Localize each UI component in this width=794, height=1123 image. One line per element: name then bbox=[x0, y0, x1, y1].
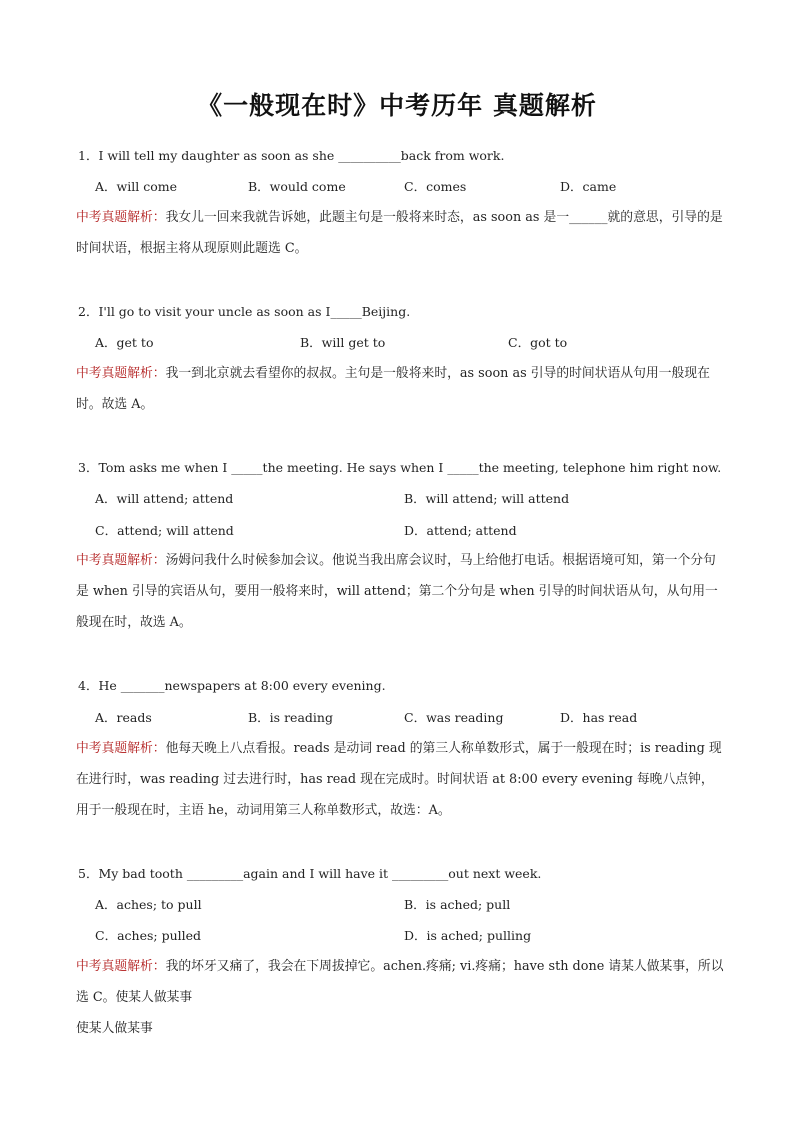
question-1-option-b: B．would come bbox=[248, 179, 346, 194]
question-5-option-b: B．is ached; pull bbox=[404, 897, 511, 912]
question-2-stem: 2．I'll go to visit your uncle as soon as I_____Beijing. bbox=[78, 304, 411, 319]
question-5-option-d: D．is ached; pulling bbox=[404, 928, 532, 943]
analysis-label: 中考真题解析： bbox=[76, 210, 166, 225]
question-3-analysis bbox=[76, 545, 726, 638]
analysis-text: 汤姆问我什么时候参加会议。他说当我出席会议时，马上给他打电话。根据语境可知，第一个分句是 when 引导的宾语从句，要用一般将来时，will attend；第二个分句是 when 引导的时间状语从句，从句用一般现在时，故选 A。 bbox=[76, 553, 718, 630]
question-4-option-c: C．was reading bbox=[404, 710, 504, 725]
question-2-option-c: C．got to bbox=[508, 335, 568, 350]
question-3-option-a: A．will attend; attend bbox=[95, 491, 234, 506]
question-1-stem: 1．I will tell my daughter as soon as she __________back from work. bbox=[78, 148, 505, 163]
question-3-stem: 3．Tom asks me when I _____the meeting. He says when I _____the meeting, telephone him right now. bbox=[78, 460, 722, 475]
trailing-note: 使某人做某事 bbox=[76, 1021, 153, 1036]
question-5-stem: 5．My bad tooth _________again and I will have it _________out next week. bbox=[78, 866, 542, 881]
question-3-option-b: B．will attend; will attend bbox=[404, 491, 570, 506]
analysis-text: 我一到北京就去看望你的叔叔。主句是一般将来时，as soon as 引导的时间状语从句用一般现在时。故选 A。 bbox=[76, 366, 710, 412]
analysis-text: 我女儿一回来我就告诉她，此题主句是一般将来时态，as soon as 是一______就的意思，引导的是时间状语，根据主将从现原则此题选 C。 bbox=[76, 210, 723, 256]
question-4-stem: 4．He _______newspapers at 8:00 every evening. bbox=[78, 678, 386, 693]
question-1-option-c: C．comes bbox=[404, 179, 467, 194]
question-3-option-d: D．attend; attend bbox=[404, 523, 517, 538]
question-3-option-c: C．attend; will attend bbox=[95, 523, 234, 538]
page-title: 《一般现在时》中考历年 真题解析 bbox=[197, 91, 597, 120]
analysis-label: 中考真题解析： bbox=[76, 959, 166, 974]
question-2-analysis bbox=[76, 358, 726, 420]
question-5-analysis bbox=[76, 951, 726, 1013]
question-1-analysis bbox=[76, 202, 726, 264]
question-2-option-b: B．will get to bbox=[300, 335, 386, 350]
question-4-option-a: A．reads bbox=[95, 710, 152, 725]
question-4-option-b: B．is reading bbox=[248, 710, 333, 725]
analysis-label: 中考真题解析： bbox=[76, 741, 166, 756]
question-2-option-a: A．get to bbox=[95, 335, 154, 350]
analysis-label: 中考真题解析： bbox=[76, 553, 166, 568]
question-4-analysis bbox=[76, 733, 726, 826]
question-1-option-d: D．came bbox=[560, 179, 617, 194]
analysis-label: 中考真题解析： bbox=[76, 366, 166, 381]
question-1-option-a: A．will come bbox=[95, 179, 177, 194]
analysis-text: 我的坏牙又痛了，我会在下周拔掉它。achen.疼痛; vi.疼痛；have sth done 请某人做某事，所以选 C。使某人做某事 bbox=[76, 959, 724, 1005]
question-5-option-a: A．aches; to pull bbox=[95, 897, 202, 912]
question-4-option-d: D．has read bbox=[560, 710, 638, 725]
analysis-text: 他每天晚上八点看报。reads 是动词 read 的第三人称单数形式，属于一般现在时；is reading 现在进行时，was reading 过去进行时，has read 现在完成时。时间状语 at 8:00 every evening 每晚八点钟，用于一般现在时，主语 he，动词用第三人称单数形式，故选：A。 bbox=[76, 741, 722, 818]
question-5-option-c: C．aches; pulled bbox=[95, 928, 202, 943]
